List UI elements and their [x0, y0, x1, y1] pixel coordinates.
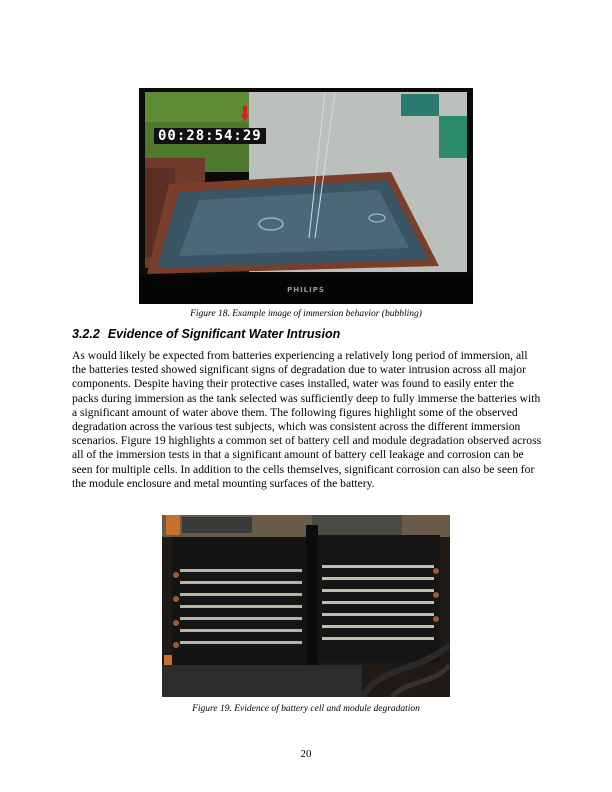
section-heading	[72, 327, 340, 341]
immersion-tank-photo	[139, 88, 473, 304]
section-number: 3.2.2	[72, 327, 100, 341]
timestamp-overlay: 00:28:54:29	[154, 128, 266, 144]
battery-degradation-photo	[162, 515, 450, 697]
figure-18-caption: Figure 18. Example image of immersion behavior (bubbling)	[190, 309, 422, 319]
brand-overlay: PHILIPS	[287, 286, 325, 294]
figure-19-caption: Figure 19. Evidence of battery cell and module degradation	[192, 704, 420, 714]
page-number: 20	[300, 748, 312, 760]
battery-modules-illustration	[162, 515, 450, 697]
body-paragraph: As would likely be expected from batteries experiencing a relatively long period of immersion, all the batteries tested showed significant signs of degradation due to water intrusion across all major components. Despite having their protective cases installed, water was found to easily enter the packs during immersion as the tank selected was sufficiently deep to fully immerse the batteries with a significant amount of water above them. The following figures highlight some of the observed degradation across the various test subjects, which was consistent across the different immersion scenarios. Figure 19 highlights a common set of battery cell and module degradation observed across all of the immersion tests in that a significant amount of battery cell leakage and corrosion can be seen for multiple cells. In addition to the cells themselves, significant corrosion can also be seen for the module enclosure and metal mounting surfaces of the battery.	[72, 349, 542, 490]
section-title: Evidence of Significant Water Intrusion	[107, 327, 341, 341]
immersion-tank-illustration	[139, 88, 473, 304]
